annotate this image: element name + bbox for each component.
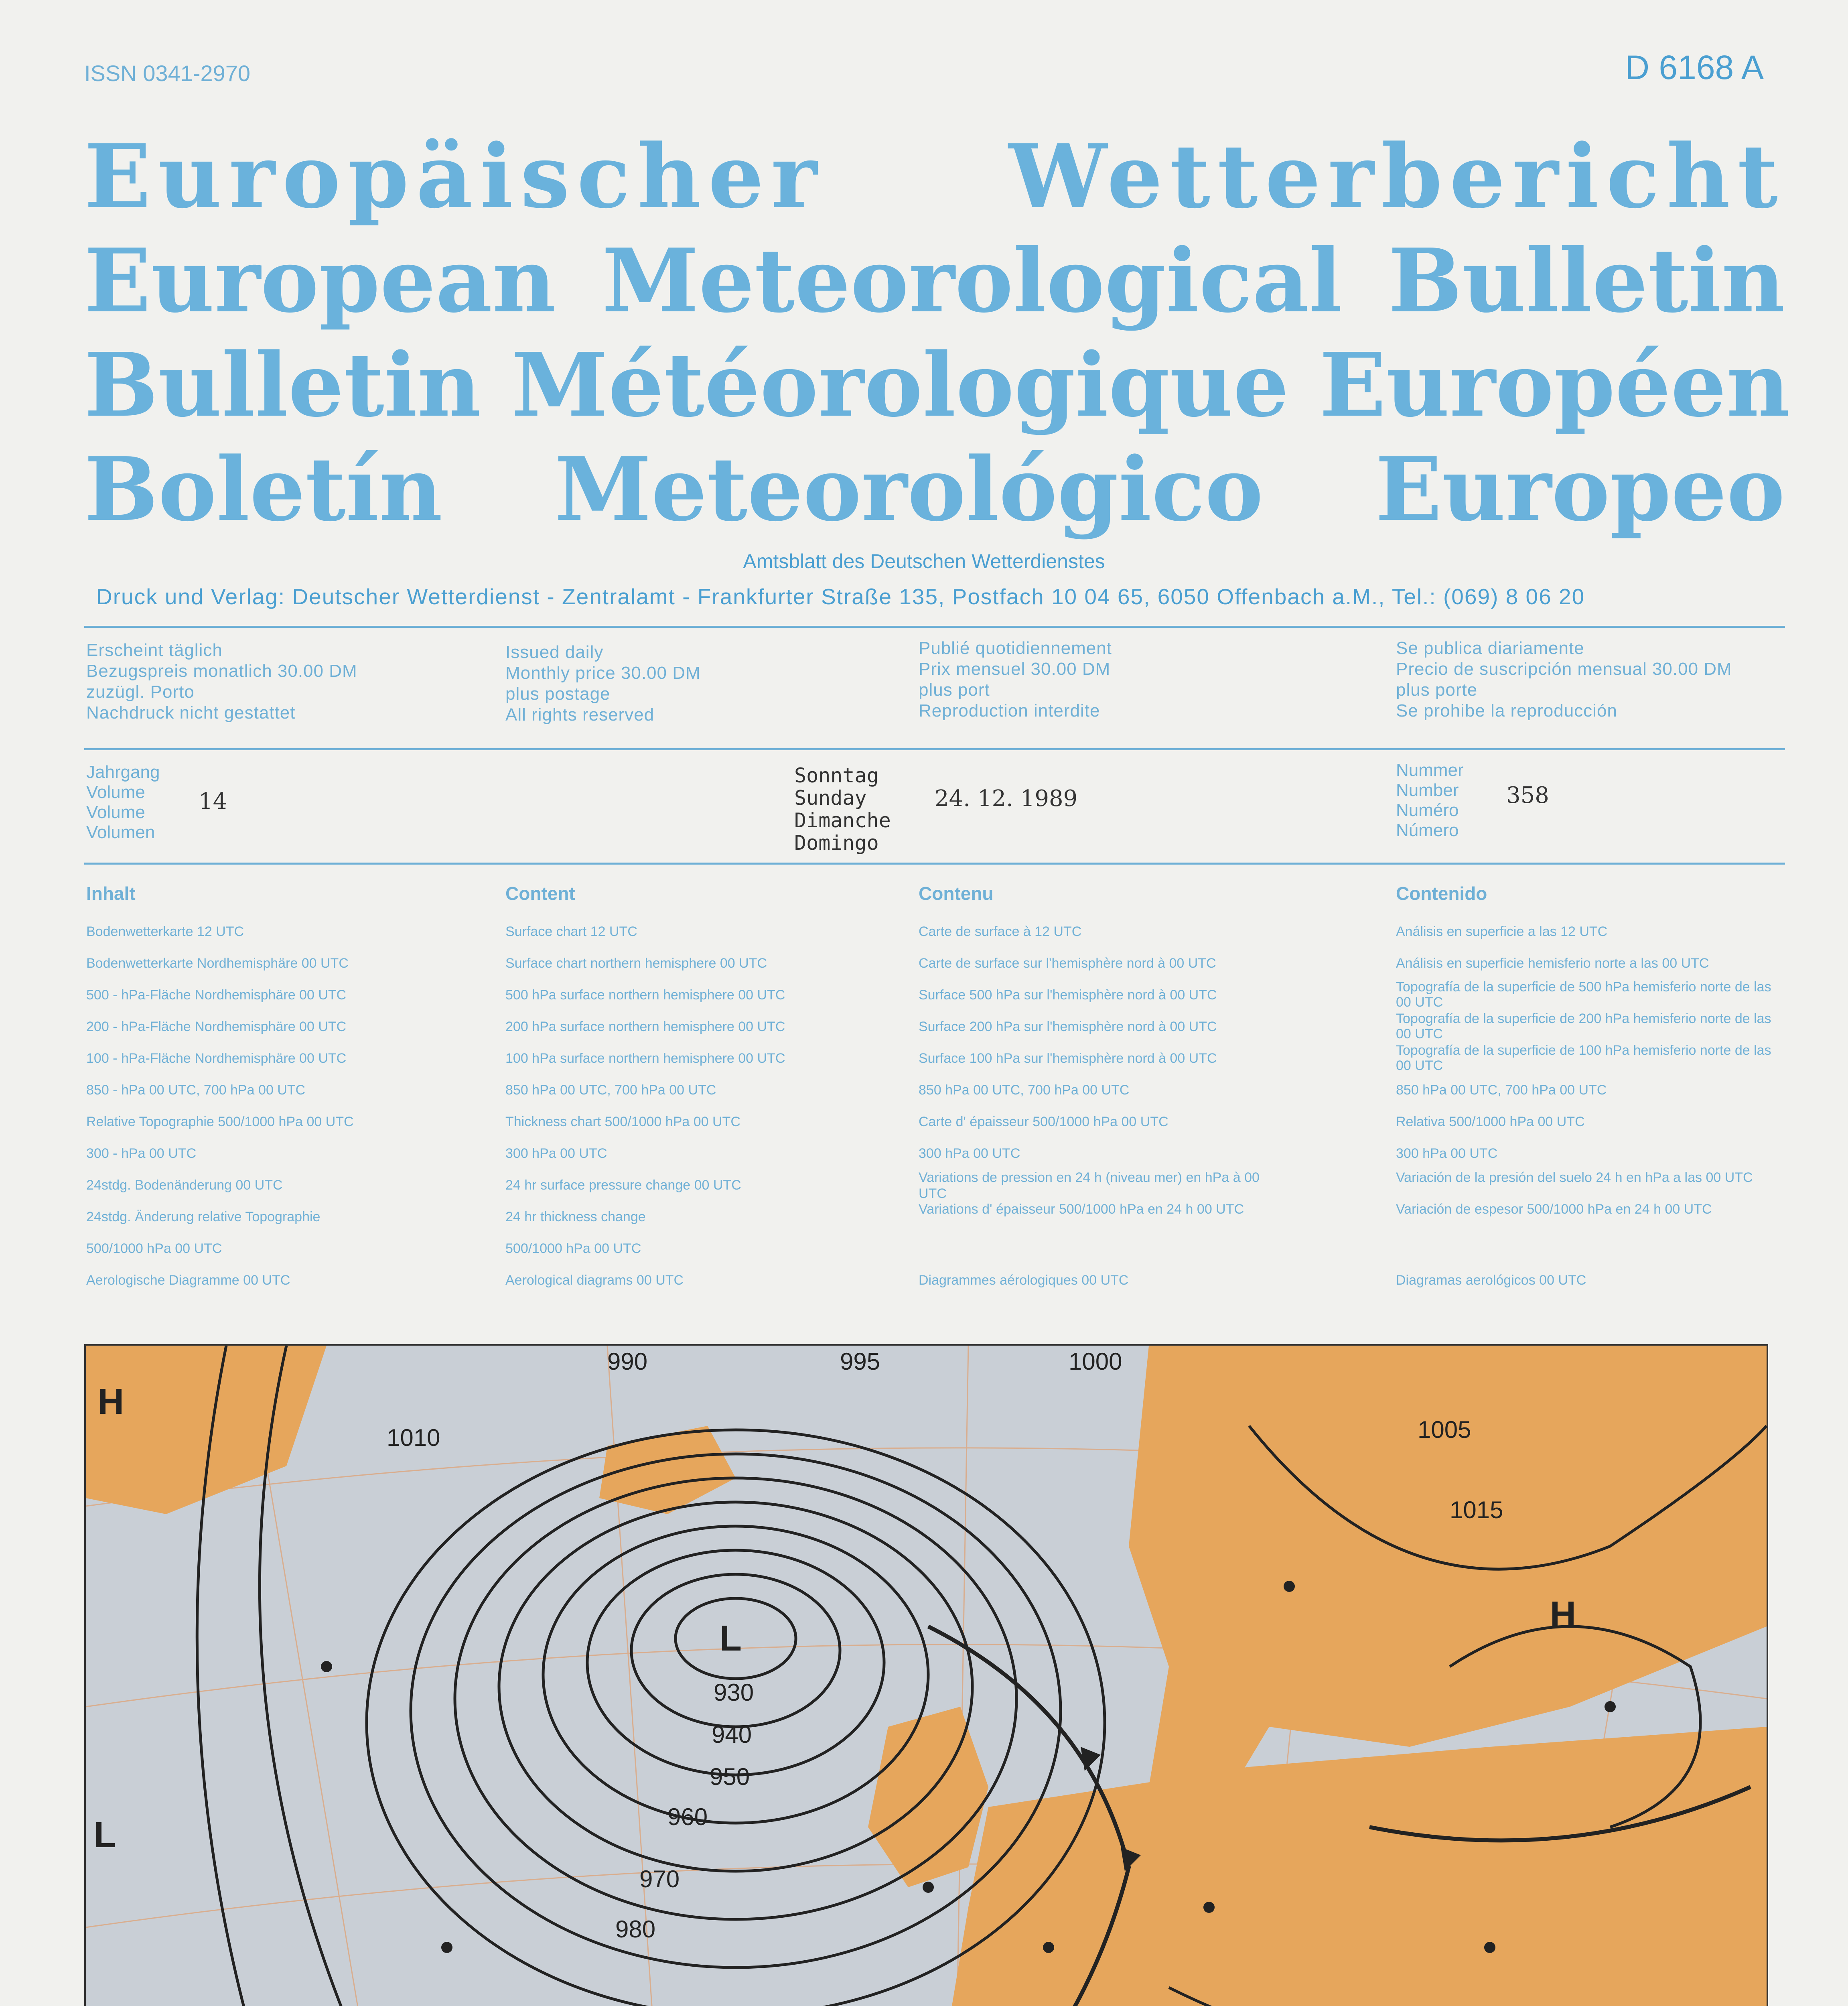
- volume-label: Volume: [86, 802, 145, 822]
- sub-line: Se prohibe la reproducción: [1396, 701, 1617, 721]
- subscription-es: [1396, 638, 1732, 721]
- contents-item: Surface chart 12 UTC: [505, 924, 637, 939]
- contents-item: Carte de surface à 12 UTC: [919, 924, 1082, 939]
- contents-item: 850 hPa 00 UTC, 700 hPa 00 UTC: [919, 1082, 1130, 1098]
- sub-line: zuzügl. Porto: [86, 682, 195, 702]
- sub-line: Bezugspreis monatlich 30.00 DM: [86, 661, 357, 681]
- subscription-en: [505, 642, 701, 725]
- contents-header-de: Inhalt: [86, 883, 136, 904]
- isobar-label: 1015: [1450, 1496, 1503, 1523]
- number-label: Número: [1396, 820, 1459, 840]
- contents-item: Análisis en superficie a las 12 UTC: [1396, 924, 1608, 939]
- contents-item: 200 - hPa-Fläche Nordhemisphäre 00 UTC: [86, 1019, 347, 1034]
- sub-line: All rights reserved: [505, 705, 655, 725]
- contents-item: Surface chart northern hemisphere 00 UTC: [505, 956, 767, 971]
- contents-item: Thickness chart 500/1000 hPa 00 UTC: [505, 1114, 740, 1129]
- contents-item: 24stdg. Bodenänderung 00 UTC: [86, 1178, 283, 1193]
- station-dot: [441, 1942, 452, 1953]
- document-number: D 6168 A: [1625, 49, 1764, 86]
- high-center-label: H: [98, 1382, 124, 1422]
- day-name: Sonntag: [794, 764, 879, 787]
- day-name: Sunday: [794, 786, 867, 810]
- contents-item: 24stdg. Änderung relative Topographie: [86, 1209, 321, 1224]
- number-label: Numéro: [1396, 800, 1459, 820]
- contents-item: [1396, 1233, 1789, 1265]
- contents-item: 300 hPa 00 UTC: [919, 1146, 1020, 1161]
- volume-label: Volume: [86, 782, 145, 802]
- official-gazette-line: Amtsblatt des Deutschen Wetterdienstes: [743, 550, 1105, 573]
- contents-header-fr: Contenu: [919, 883, 994, 904]
- contents-item: Variación de espesor 500/1000 hPa en 24 h 00 UTC: [1396, 1202, 1712, 1217]
- contents-item: 24 hr surface pressure change 00 UTC: [505, 1178, 741, 1193]
- contents-item: Topografía de la superficie de 500 hPa hemisferio norte de las 00 UTC: [1396, 979, 1771, 1010]
- contents-item: 500 hPa surface northern hemisphere 00 UTC: [505, 987, 785, 1003]
- title-german: Europäischer Wetterbericht: [84, 125, 1785, 228]
- isobar-label: 1010: [387, 1424, 440, 1451]
- contents-item: Surface 100 hPa sur l'hemisphère nord à 00 UTC: [919, 1051, 1217, 1066]
- volume-labels: [86, 762, 160, 843]
- day-name: Dimanche: [794, 809, 891, 832]
- contents-item: 300 hPa 00 UTC: [1396, 1146, 1498, 1161]
- station-dot: [1043, 1942, 1054, 1953]
- contents-item: 850 hPa 00 UTC, 700 hPa 00 UTC: [1396, 1082, 1607, 1098]
- contents-header-es: Contenido: [1396, 883, 1487, 904]
- title-spanish: Boletín Meteorológico Europeo: [84, 438, 1785, 541]
- contents-item: 850 hPa 00 UTC, 700 hPa 00 UTC: [505, 1082, 716, 1098]
- sub-line: plus porte: [1396, 680, 1478, 700]
- number-label: Number: [1396, 780, 1459, 800]
- contents-item: 100 - hPa-Fläche Nordhemisphäre 00 UTC: [86, 1051, 347, 1066]
- isobar-label: 980: [615, 1916, 656, 1943]
- contents-item: Relativa 500/1000 hPa 00 UTC: [1396, 1114, 1585, 1129]
- contents-item: [919, 1233, 1280, 1265]
- low-center-label: L: [94, 1815, 116, 1855]
- station-dot: [1284, 1581, 1295, 1592]
- rule-bottom: [84, 863, 1785, 865]
- contents-item: Variations de pression en 24 h (niveau mer) en hPa à 00 UTC: [919, 1170, 1260, 1201]
- contents-item: Variación de la presión del suelo 24 h en hPa a las 00 UTC: [1396, 1170, 1753, 1185]
- contents-item: Carte de surface sur l'hemisphère nord à 00 UTC: [919, 956, 1216, 971]
- contents-item: 100 hPa surface northern hemisphere 00 UTC: [505, 1051, 785, 1066]
- isobar-label: 1005: [1418, 1416, 1471, 1443]
- contents-item: 500/1000 hPa 00 UTC: [86, 1241, 222, 1256]
- contents-item: Carte d' épaisseur 500/1000 hPa 00 UTC: [919, 1114, 1168, 1129]
- contents-item: 500/1000 hPa 00 UTC: [505, 1241, 641, 1256]
- isobar-label: 1000: [1069, 1348, 1122, 1375]
- contents-item: 24 hr thickness change: [505, 1209, 646, 1224]
- sub-line: plus postage: [505, 684, 611, 704]
- issue-date: 24. 12. 1989: [935, 786, 1078, 812]
- rule-top: [84, 626, 1785, 628]
- contents-item: Diagramas aerológicos 00 UTC: [1396, 1273, 1586, 1288]
- contents-item: Surface 200 hPa sur l'hemisphère nord à 00 UTC: [919, 1019, 1217, 1034]
- isobar-label: 960: [667, 1803, 708, 1830]
- title-french: Bulletin Météorologique Européen: [84, 334, 1790, 437]
- contents-item: Análisis en superficie hemisferio norte a las 00 UTC: [1396, 956, 1709, 971]
- sub-line: Erscheint täglich: [86, 640, 223, 660]
- sub-line: plus port: [919, 680, 990, 700]
- volume-value: 14: [199, 788, 227, 814]
- issn-label: ISSN 0341-2970: [84, 61, 251, 86]
- contents-item: 850 - hPa 00 UTC, 700 hPa 00 UTC: [86, 1082, 306, 1098]
- subscription-fr: [919, 638, 1112, 721]
- contents-item: Topografía de la superficie de 100 hPa hemisferio norte de las 00 UTC: [1396, 1043, 1771, 1073]
- contents-item: Aerologische Diagramme 00 UTC: [86, 1273, 290, 1288]
- contents-item: Variations d' épaisseur 500/1000 hPa en 24 h 00 UTC: [919, 1202, 1244, 1217]
- station-dot: [1484, 1942, 1495, 1953]
- contents-item: 300 hPa 00 UTC: [505, 1146, 607, 1161]
- subscription-de: [86, 640, 357, 723]
- contents-list-fr: [919, 916, 1280, 1296]
- isobar-label: 990: [607, 1348, 648, 1375]
- contents-item: Topografía de la superficie de 200 hPa hemisferio norte de las 00 UTC: [1396, 1011, 1771, 1042]
- high-center-label: H: [1550, 1594, 1576, 1634]
- contents-item: Diagrammes aérologiques 00 UTC: [919, 1273, 1129, 1288]
- sub-line: Reproduction interdite: [919, 701, 1100, 721]
- day-names: [794, 764, 891, 854]
- contents-item: 500 - hPa-Fläche Nordhemisphäre 00 UTC: [86, 987, 347, 1003]
- isobar-label: 940: [712, 1721, 752, 1748]
- surface-weather-map: [84, 1344, 1768, 2006]
- number-label: Nummer: [1396, 760, 1464, 780]
- contents-item: Bodenwetterkarte Nordhemisphäre 00 UTC: [86, 956, 349, 971]
- issue-number: 358: [1506, 782, 1549, 808]
- sub-line: Se publica diariamente: [1396, 638, 1584, 658]
- map-canvas: [86, 1346, 1767, 2006]
- rule-mid: [84, 748, 1785, 750]
- sub-line: Publié quotidiennement: [919, 638, 1112, 658]
- station-dot: [923, 1882, 934, 1893]
- title-english: European Meteorological Bulletin: [84, 229, 1785, 332]
- contents-item: Bodenwetterkarte 12 UTC: [86, 924, 244, 939]
- contents-list-en: [505, 916, 785, 1296]
- contents-header-en: Content: [505, 883, 575, 904]
- sub-line: Monthly price 30.00 DM: [505, 663, 701, 683]
- isobar-label: 970: [639, 1866, 680, 1892]
- contents-list-es: [1396, 916, 1789, 1296]
- contents-item: Surface 500 hPa sur l'hemisphère nord à 00 UTC: [919, 987, 1217, 1003]
- contents-list-de: [86, 916, 354, 1296]
- station-dot: [1605, 1701, 1616, 1712]
- volume-label: Volumen: [86, 822, 155, 842]
- contents-item: Relative Topographie 500/1000 hPa 00 UTC: [86, 1114, 354, 1129]
- sub-line: Issued daily: [505, 642, 604, 662]
- sub-line: Prix mensuel 30.00 DM: [919, 659, 1111, 679]
- low-center-label: L: [720, 1618, 742, 1659]
- isobar-label: 930: [714, 1679, 754, 1706]
- publisher-line: Druck und Verlag: Deutscher Wetterdienst - Zentralamt - Frankfurter Straße 135, Postfach 10 04 65, 6050 Offenbach a.M., Tel.: (069) 8 06 20: [96, 584, 1585, 609]
- isobar-label: 995: [840, 1348, 880, 1375]
- contents-item: 300 - hPa 00 UTC: [86, 1146, 197, 1161]
- number-labels: [1396, 760, 1464, 841]
- day-name: Domingo: [794, 831, 879, 855]
- volume-label: Jahrgang: [86, 762, 160, 782]
- isobar-label: 950: [710, 1763, 750, 1790]
- station-dot: [321, 1661, 332, 1672]
- sub-line: Precio de suscripción mensual 30.00 DM: [1396, 659, 1732, 679]
- contents-item: Aerological diagrams 00 UTC: [505, 1273, 684, 1288]
- sub-line: Nachdruck nicht gestattet: [86, 703, 296, 723]
- station-dot: [1203, 1902, 1215, 1913]
- contents-item: 200 hPa surface northern hemisphere 00 UTC: [505, 1019, 785, 1034]
